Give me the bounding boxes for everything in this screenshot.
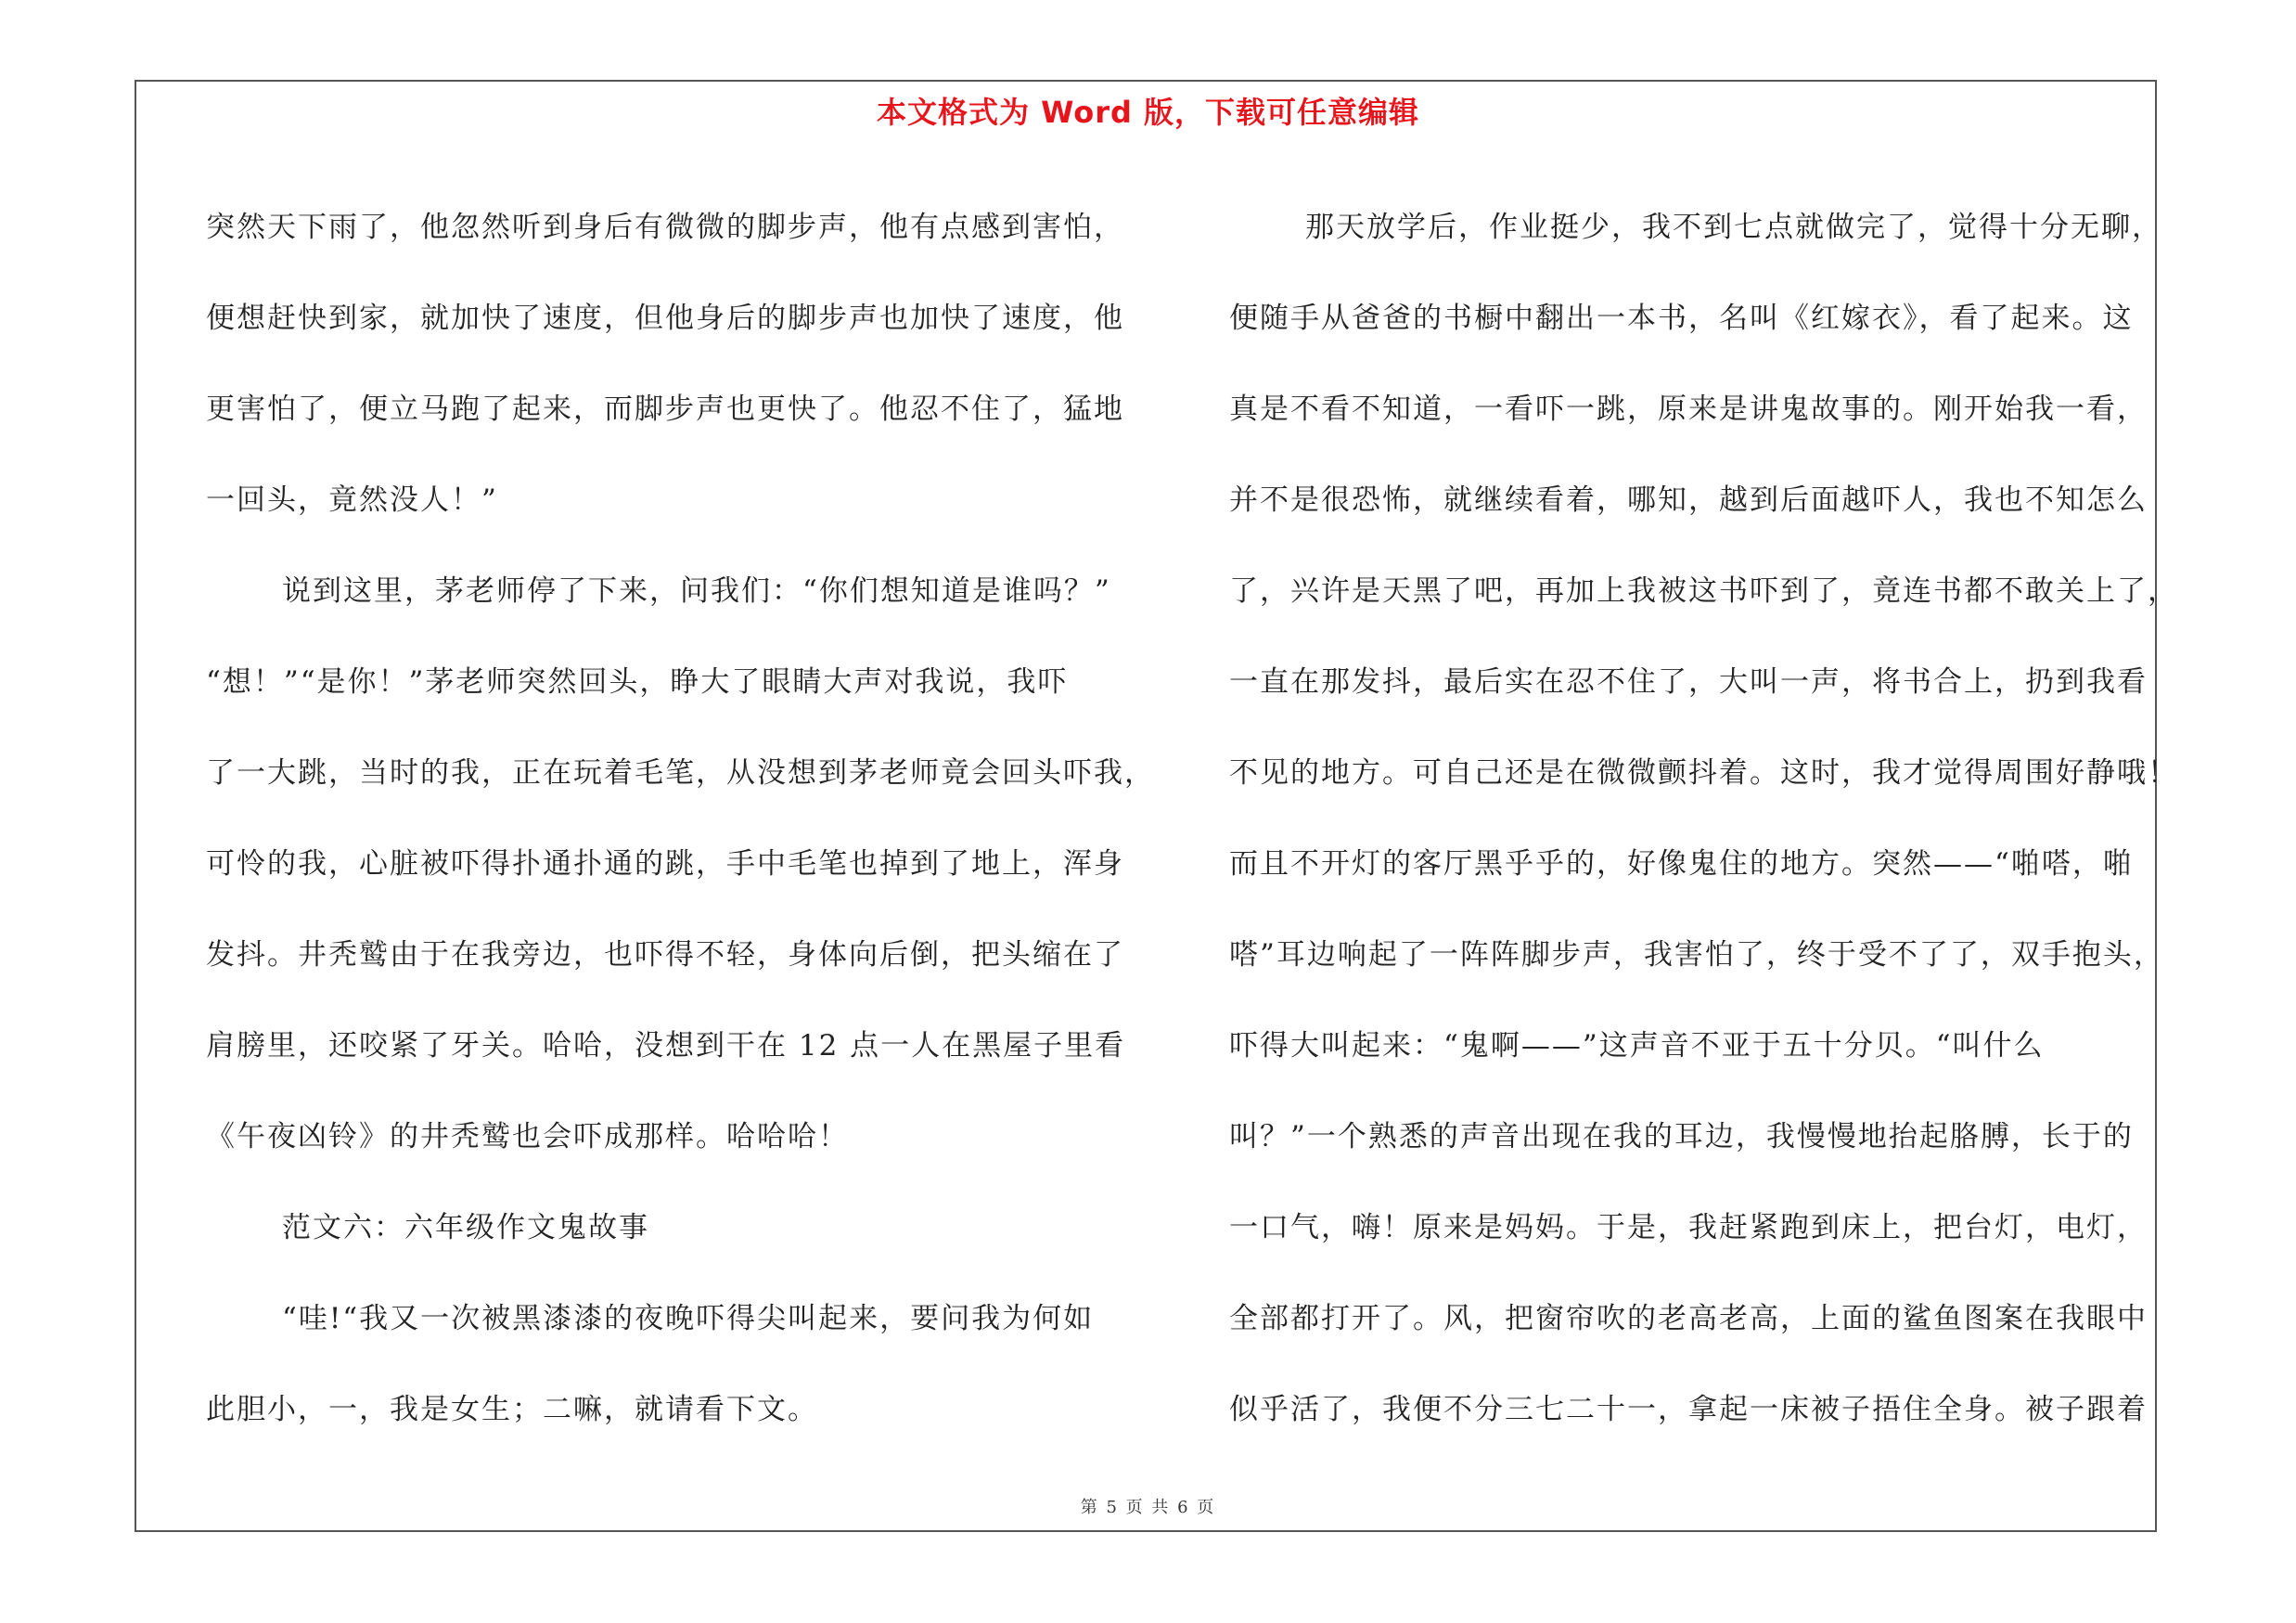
text-line: 一口气，嗨！原来是妈妈。于是，我赶紧跑到床上，把台灯，电灯， [1229,1211,2148,1244]
text-line: 可怜的我，心脏被吓得扑通扑通的跳，手中毛笔也掉到了地上，浑身 [206,847,1124,881]
text-line: 一直在那发抖，最后实在忍不住了，大叫一声，将书合上，扔到我看 [1229,665,2148,699]
text-line: 并不是很恐怖，就继续看着，哪知，越到后面越吓人，我也不知怎么 [1229,483,2148,517]
text-line: 嗒”耳边响起了一阵阵脚步声，我害怕了，终于受不了了，双手抱头， [1229,938,2164,972]
text-line: 真是不看不知道，一看吓一跳，原来是讲鬼故事的。刚开始我一看， [1229,393,2148,426]
text-line: 肩膀里，还咬紧了牙关。哈哈，没想到干在 12 点一人在黑屋子里看 [206,1029,1126,1063]
format-banner: 本文格式为 Word 版，下载可任意编辑 [876,95,1420,130]
text-line: “哇!“我又一次被黑漆漆的夜晚吓得尖叫起来，要问我为何如 [282,1302,1095,1335]
text-line: 那天放学后，作业挺少，我不到七点就做完了，觉得十分无聊， [1305,211,2162,244]
text-line: 而且不开灯的客厅黑乎乎的，好像鬼住的地方。突然——“啪嗒，啪 [1229,847,2134,881]
text-line: 不见的地方。可自己还是在微微颤抖着。这时，我才觉得周围好静哦！ [1229,756,2178,790]
text-line: 发抖。井秃鹫由于在我旁边，也吓得不轻，身体向后倒，把头缩在了 [206,938,1124,972]
text-line: 突然天下雨了，他忽然听到身后有微微的脚步声，他有点感到害怕， [206,211,1124,244]
text-line: 更害怕了，便立马跑了起来，而脚步声也更快了。他忍不住了，猛地 [206,393,1124,426]
text-line: 叫？”一个熟悉的声音出现在我的耳边，我慢慢地抬起胳膊，长于的 [1229,1120,2134,1153]
text-line: 范文六：六年级作文鬼故事 [282,1211,649,1244]
text-line: “想！”“是你！”茅老师突然回头，睁大了眼睛大声对我说，我吓 [206,665,1069,699]
text-line: 《午夜凶铃》的井秃鹫也会吓成那样。哈哈哈！ [206,1120,849,1153]
text-line: 了一大跳，当时的我，正在玩着毛笔，从没想到茅老师竟会回头吓我， [206,756,1155,790]
text-line: 一回头，竟然没人！” [206,483,498,517]
text-line: 便想赶快到家，就加快了速度，但他身后的脚步声也加快了速度，他 [206,302,1124,335]
page-number-footer: 第 5 页 共 6 页 [1080,1498,1216,1517]
text-line: 全部都打开了。风，把窗帘吹的老高老高，上面的鲨鱼图案在我眼中 [1229,1302,2148,1335]
left-text-column [206,182,1155,1455]
text-line: 说到这里，茅老师停了下来，问我们：“你们想知道是谁吗？” [282,574,1111,608]
text-line: 似乎活了，我便不分三七二十一，拿起一床被子捂住全身。被子跟着 [1229,1393,2148,1426]
text-line: 此胆小，一，我是女生；二嘛，就请看下文。 [206,1393,818,1426]
text-line: 吓得大叫起来：“鬼啊——”这声音不亚于五十分贝。“叫什么 [1229,1029,2045,1063]
right-text-column [1229,182,2178,1455]
text-line: 了，兴许是天黑了吧，再加上我被这书吓到了，竟连书都不敢关上了， [1229,574,2178,608]
text-line: 便随手从爸爸的书橱中翻出一本书，名叫《红嫁衣》，看了起来。这 [1229,302,2134,335]
